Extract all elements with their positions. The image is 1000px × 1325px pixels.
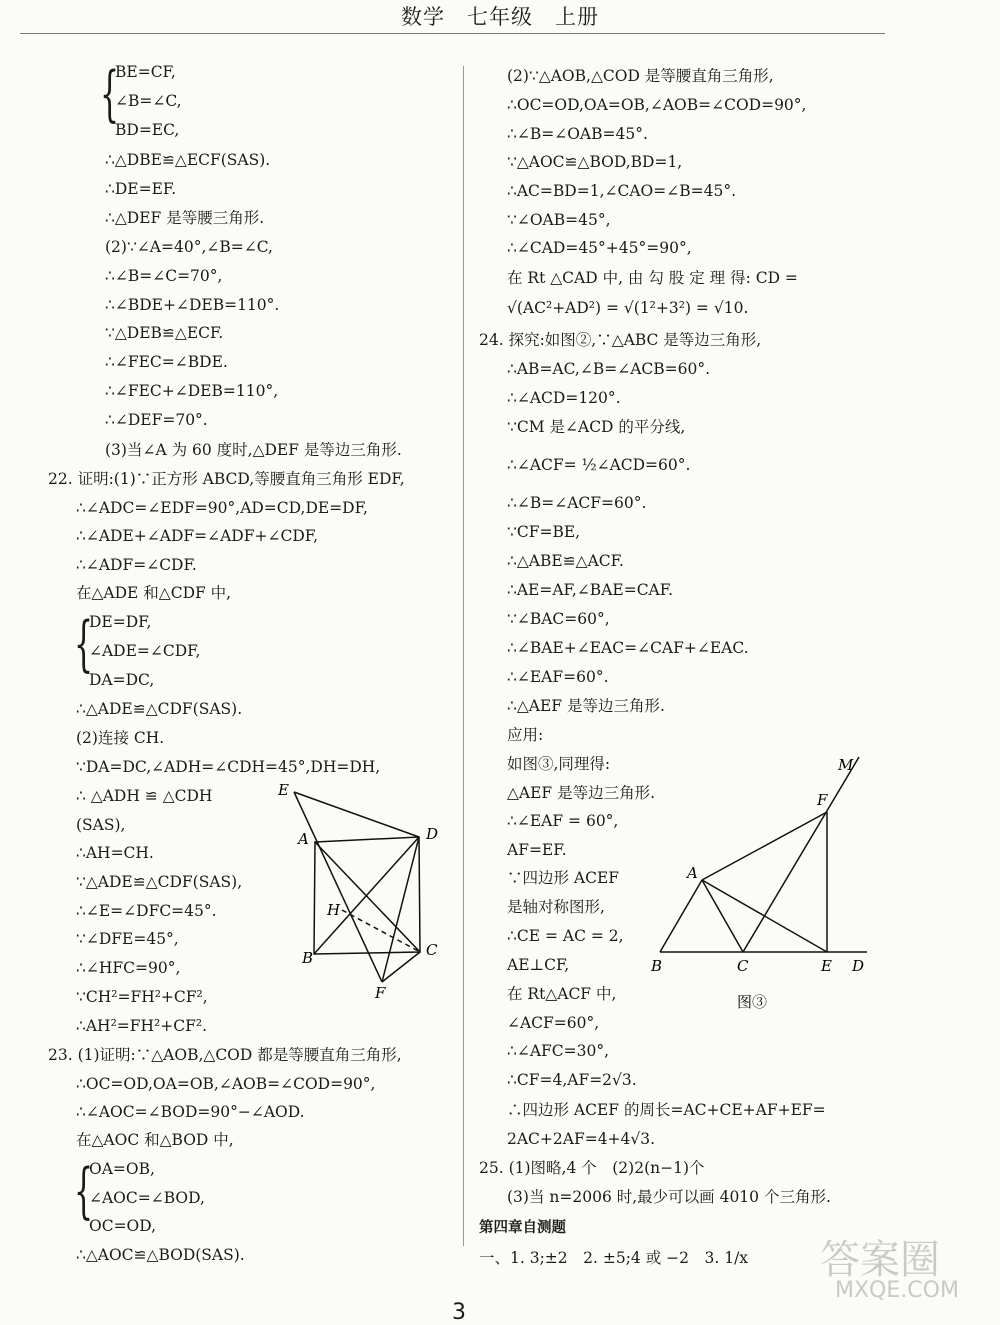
brace-group-1: {: [100, 59, 120, 129]
right-column-line: ∵∠BAC=60°,: [507, 610, 610, 628]
right-column-line: 如图③,同理得:: [507, 755, 611, 773]
right-column-line: ∵四边形 ACEF: [507, 869, 620, 887]
segment-ed: [294, 792, 419, 837]
right-column-line: ∴CE = AC = 2,: [507, 927, 624, 945]
left-column-line: (2)∵∠A=40°,∠B=∠C,: [105, 238, 273, 256]
right-column-line: ∴∠AFC=30°,: [507, 1042, 610, 1060]
left-column-line: 在△AOC 和△BOD 中,: [76, 1131, 234, 1149]
left-column-line: ∴∠FEC=∠BDE.: [105, 353, 228, 371]
left-column-line: ∴AH²=FH²+CF².: [76, 1017, 208, 1035]
left-column-line: ∵∠DFE=45°,: [76, 930, 179, 948]
right-column-line: ∵△AOC≌△BOD,BD=1,: [507, 153, 683, 171]
right-column-line: AF=EF.: [507, 841, 567, 859]
right-column-line: 应用:: [507, 726, 544, 744]
left-column-line: ∵CH²=FH²+CF²,: [76, 988, 208, 1006]
left-column-line: 23. (1)证明:∵△AOB,△COD 都是等腰直角三角形,: [48, 1046, 402, 1064]
fig-label-b: B: [302, 949, 314, 967]
right-column-line: ∴AB=AC,∠B=∠ACB=60°.: [507, 360, 711, 378]
brace-group-3: {: [74, 1156, 94, 1226]
left-column-line: ∵△DEB≌△ECF.: [105, 324, 224, 342]
left-column-line: ∴△ADE≌△CDF(SAS).: [76, 700, 243, 718]
fig-label-c: C: [426, 941, 438, 959]
brace-group-2: {: [74, 609, 94, 679]
left-column-line: ∴∠E=∠DFC=45°.: [76, 902, 217, 920]
left-column-line: ∴∠HFC=90°,: [76, 959, 181, 977]
right-column-line: ∴∠ACF= ½∠ACD=60°.: [507, 456, 691, 474]
right-column-line: ∵∠OAB=45°,: [507, 211, 611, 229]
fig3-label-f: F: [817, 791, 828, 809]
fig3-label-d: D: [852, 957, 865, 975]
left-column-line: ∵DA=DC,∠ADH=∠CDH=45°,DH=DH,: [76, 758, 381, 776]
left-column-line: ∴∠FEC+∠DEB=110°,: [105, 382, 279, 400]
left-column-line: BE=CF,: [115, 63, 176, 81]
right-column-line: 在 Rt△ACF 中,: [507, 985, 617, 1003]
right-column-line: (2)∵△AOB,△COD 是等腰直角三角形,: [507, 67, 774, 85]
right-column-line: ∴△AEF 是等边三角形.: [507, 697, 665, 715]
right-column-line: 25. (1)图略,4 个 (2)2(n−1)个: [479, 1159, 705, 1177]
right-column-line: ∴∠B=∠OAB=45°.: [507, 125, 648, 143]
left-column-line: (2)连接 CH.: [76, 729, 165, 747]
right-column-line: ∴∠B=∠ACF=60°.: [507, 494, 647, 512]
fig-label-d: D: [426, 825, 439, 843]
left-column-line: ∴∠B=∠C=70°,: [105, 267, 223, 285]
segment-ac: [702, 880, 743, 952]
left-column-line: ∴∠DEF=70°.: [105, 411, 208, 429]
right-column-line: AE⊥CF,: [507, 956, 570, 974]
right-column-line: △AEF 是等边三角形.: [507, 784, 656, 802]
left-column-line: ∴ △ADH ≌ △CDH: [76, 787, 213, 805]
right-column-line: ∴∠BAE+∠EAC=∠CAF+∠EAC.: [507, 639, 749, 657]
left-column-line: DE=DF,: [89, 613, 152, 631]
figure-3: [645, 752, 875, 1037]
right-column-line: 在 Rt △CAD 中, 由 勾 股 定 理 得: CD =: [507, 269, 798, 287]
left-column-line: ∴∠ADF=∠CDF.: [76, 556, 197, 574]
right-column-line: ∴∠EAF=60°.: [507, 668, 609, 686]
fig3-label-c: C: [737, 957, 749, 975]
right-column-line: ∴∠ACD=120°.: [507, 389, 621, 407]
fig-label-e: E: [278, 782, 289, 799]
fig-label-f: F: [375, 984, 386, 1002]
right-column-line: ∴∠CAD=45°+45°=90°,: [507, 239, 692, 257]
segment-af: [702, 812, 827, 880]
left-column-line: BD=EC,: [115, 121, 180, 139]
fig3-label-a: A: [687, 864, 698, 882]
segment-cf: [382, 952, 420, 982]
fig-label-a: A: [298, 830, 309, 848]
column-divider: [463, 66, 464, 1246]
left-column-line: 在△ADE 和△CDF 中,: [76, 584, 232, 602]
right-column-line: 是轴对称图形,: [507, 898, 605, 916]
right-column-line: ∠ACF=60°,: [507, 1014, 600, 1032]
left-column-line: ∴△AOC≌△BOD(SAS).: [76, 1246, 245, 1264]
right-column-line: 2AC+2AF=4+4√3.: [507, 1130, 656, 1148]
left-column-line: ∴∠ADE+∠ADF=∠ADF+∠CDF,: [76, 527, 319, 545]
left-column-line: ∠B=∠C,: [115, 92, 182, 110]
page-header-title: 数学 七年级 上册: [401, 5, 599, 29]
left-column-line: ∠ADE=∠CDF,: [89, 642, 201, 660]
ray-cm: [743, 757, 859, 952]
right-column-line: ∴AC=BD=1,∠CAO=∠B=45°.: [507, 182, 736, 200]
left-column-line: ∴AH=CH.: [76, 844, 154, 862]
left-column-line: ∵△ADE≌△CDF(SAS),: [76, 873, 243, 891]
fig3-label-b: B: [651, 957, 663, 975]
right-column-line: ∴AE=AF,∠BAE=CAF.: [507, 581, 674, 599]
section-heading: 第四章自测题: [479, 1220, 566, 1236]
header-rule: [20, 33, 885, 34]
left-column-line: ∴∠BDE+∠DEB=110°.: [105, 296, 280, 314]
left-column-line: ∴DE=EF.: [105, 180, 177, 198]
figure-square-triangle: [272, 782, 462, 1002]
right-column-line: 一、1. 3;±2 2. ±5;4 或 −2 3. 1/x: [479, 1249, 749, 1267]
left-column-line: ∴∠ADC=∠EDF=90°,AD=CD,DE=DF,: [76, 499, 368, 517]
right-column-line: ∴四边形 ACEF 的周长=AC+CE+AF+EF=: [507, 1101, 826, 1119]
fig-label-h: H: [327, 901, 341, 919]
watermark-logo: 答案圈: [820, 1237, 940, 1283]
left-column-line: (SAS),: [76, 816, 126, 834]
left-column-line: (3)当∠A 为 60 度时,△DEF 是等边三角形.: [105, 441, 402, 459]
right-column-line: ∴△ABE≌△ACF.: [507, 552, 624, 570]
left-column-line: OA=OB,: [89, 1160, 155, 1178]
page-number: 3: [452, 1300, 466, 1325]
left-column-line: ∴△DEF 是等腰三角形.: [105, 209, 265, 227]
right-column-line: ∴CF=4,AF=2√3.: [507, 1071, 637, 1089]
right-column-line: ∵CF=BE,: [507, 523, 581, 541]
right-column-line: ∵CM 是∠ACD 的平分线,: [507, 418, 686, 436]
right-column-line: √(AC²+AD²) = √(1²+3²) = √10.: [507, 299, 749, 317]
left-column-line: ∴∠AOC=∠BOD=90°−∠AOD.: [76, 1103, 305, 1121]
left-column-line: ∠AOC=∠BOD,: [89, 1189, 205, 1207]
watermark-url: MXQE.COM: [835, 1278, 959, 1303]
left-column-line: DA=DC,: [89, 671, 155, 689]
segment-df: [382, 837, 419, 982]
right-column-line: (3)当 n=2006 时,最少可以画 4010 个三角形.: [507, 1188, 831, 1206]
right-column-line: ∴∠EAF = 60°,: [507, 812, 619, 830]
fig3-label-m: M: [838, 756, 854, 774]
page-header: [0, 0, 1000, 34]
segment-hc: [342, 910, 420, 952]
left-column-line: ∴△DBE≌△ECF(SAS).: [105, 151, 271, 169]
right-column-line: 24. 探究:如图②,∵△ABC 是等边三角形,: [479, 331, 762, 349]
diagonal-bd: [314, 837, 419, 954]
left-column-line: OC=OD,: [89, 1217, 157, 1235]
left-column-line: 22. 证明:(1)∵正方形 ABCD,等腰直角三角形 EDF,: [48, 470, 405, 488]
segment-ba: [660, 880, 702, 952]
left-column-line: ∴OC=OD,OA=OB,∠AOB=∠COD=90°,: [76, 1075, 376, 1093]
right-column-line: ∴OC=OD,OA=OB,∠AOB=∠COD=90°,: [507, 96, 807, 114]
fig3-label-e: E: [821, 957, 832, 975]
fig3-caption: 图③: [737, 993, 768, 1011]
